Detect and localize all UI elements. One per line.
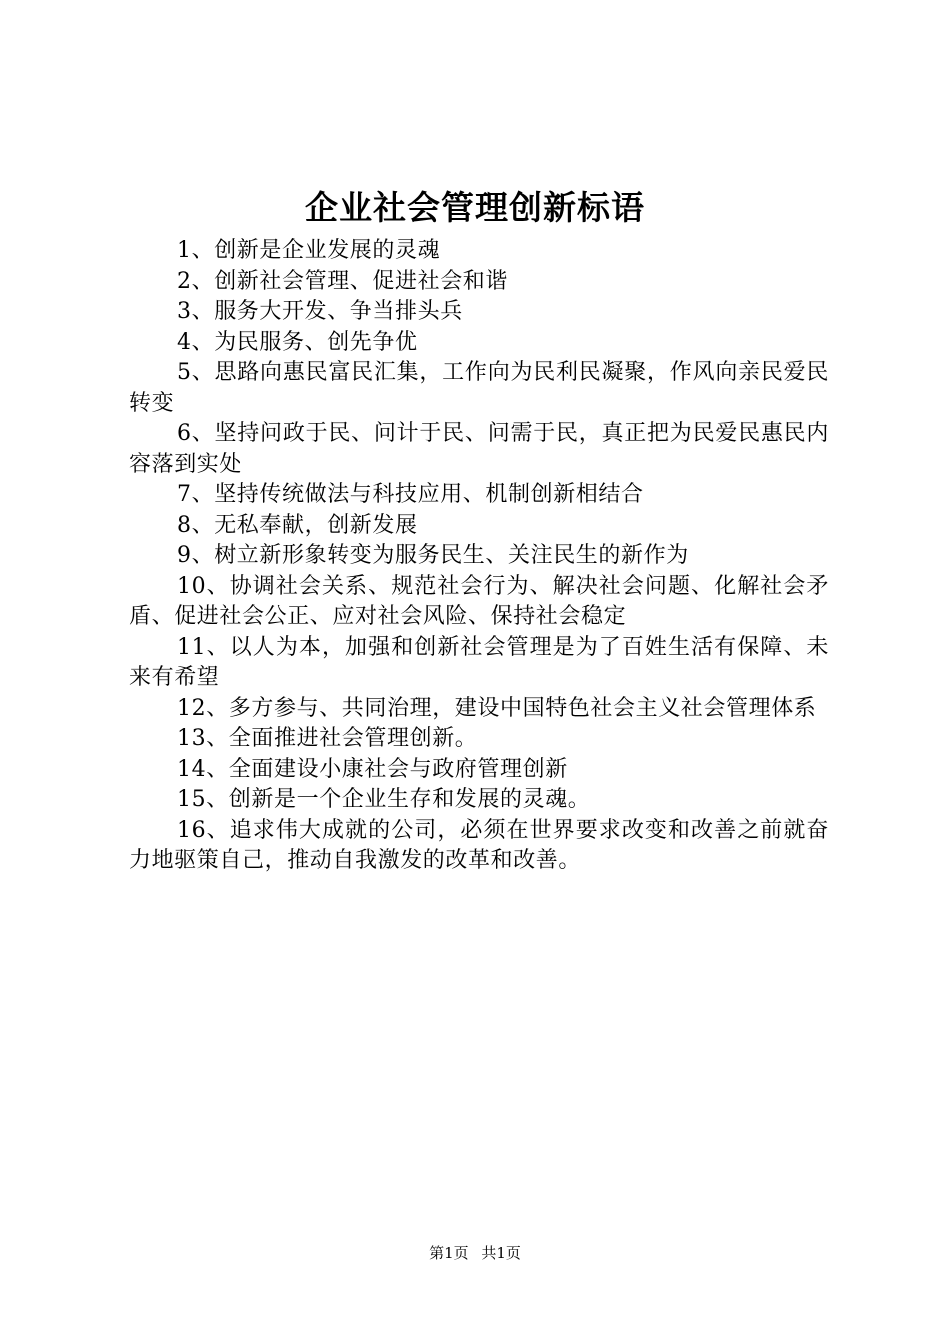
list-item: 12、多方参与、共同治理，建设中国特色社会主义社会管理体系 [177,695,817,721]
list-item: 10、协调社会关系、规范社会行为、解决社会问题、化解社会矛盾、促进社会公正、应对社会风险、保持社会稳定 [129,573,829,629]
list-item: 14、全面建设小康社会与政府管理创新 [177,756,568,782]
list-item: 6、坚持问政于民、问计于民、问需于民，真正把为民爱民惠民内容落到实处 [129,421,829,477]
list-item: 1、创新是企业发展的灵魂 [177,238,441,263]
list-item: 11、以人为本，加强和创新社会管理是为了百姓生活有保障、未来有希望 [129,634,829,690]
list-item: 5、思路向惠民富民汇集，工作向为民利民凝聚，作风向亲民爱民转变 [129,360,829,416]
page-footer [0,1243,950,1263]
page-total: 共1页 [481,1244,521,1262]
list-item: 9、树立新形象转变为服务民生、关注民生的新作为 [177,543,689,568]
list-item: 8、无私奉献，创新发展 [177,512,418,538]
list-item: 3、服务大开发、争当排头兵 [177,299,463,324]
slogan-list [129,236,829,877]
list-item: 13、全面推进社会管理创新。 [177,726,478,751]
list-item: 16、追求伟大成就的公司，必须在世界要求改变和改善之前就奋力地驱策自己，推动自我激发的改革和改善。 [129,817,829,873]
document-title: 企业社会管理创新标语 [305,188,645,227]
list-item: 7、坚持传统做法与科技应用、机制创新相结合 [177,482,644,507]
list-item: 15、创新是一个企业生存和发展的灵魂。 [177,787,591,812]
list-item: 4、为民服务、创先争优 [177,329,418,355]
list-item: 2、创新社会管理、促进社会和谐 [177,268,508,294]
page-number: 第1页 [429,1244,469,1262]
